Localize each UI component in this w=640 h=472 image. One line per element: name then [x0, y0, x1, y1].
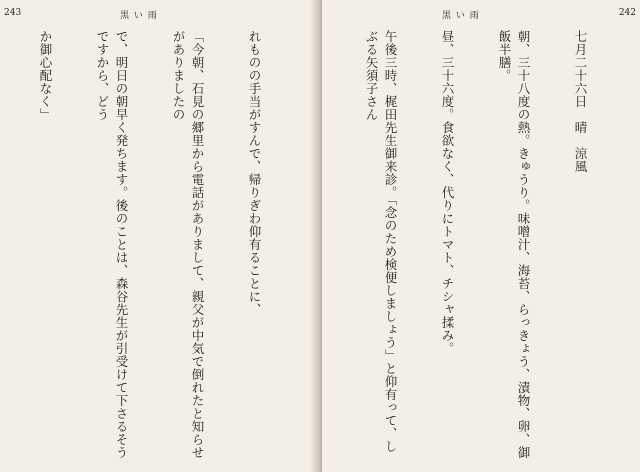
right-page — [322, 0, 640, 472]
text-column: か御心配なく」 — [38, 30, 53, 121]
running-header: 黒 い 雨 — [120, 11, 158, 21]
text-column: 「今朝、石見の郷里から電話がありまして、親父が中気で倒れたと知らせがありましたの — [171, 30, 205, 459]
page-number: 242 — [618, 8, 636, 18]
text-column: 昼、三十六度。食欲なく、代りにトマト、チシャ揉み。 — [440, 30, 455, 355]
body-text — [10, 30, 302, 460]
text-column: れものの手当がすんで、帰りぎわ仰有ることに、 — [247, 30, 262, 316]
text-column: 午後三時、梶田先生御来診。「念のため検便しましょう」と仰有って、しぶる矢須子さん — [364, 30, 398, 453]
running-header: 黒 い 雨 — [442, 11, 480, 21]
text-column: 朝、三十八度の熱。きゅうり。味噌汁、海苔、らっきょう、漬物、卵、御飯半膳。 — [497, 30, 531, 459]
text-column: で、明日の朝早く発ちます。後のことは、森谷先生が引受けて下さるそうですから、どう — [95, 30, 129, 459]
text-column: 七月二十六日 晴 涼風 — [573, 30, 588, 173]
page-number: 243 — [4, 8, 22, 18]
left-page — [0, 0, 318, 472]
body-text — [332, 30, 628, 460]
